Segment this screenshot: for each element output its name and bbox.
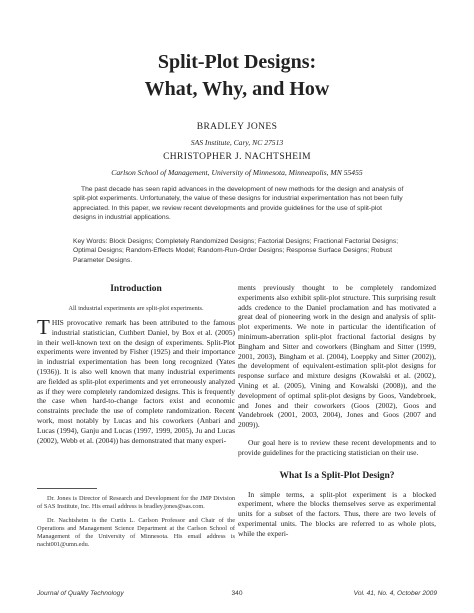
footnote-rule [37,488,97,489]
right-paragraph-1: ments previously thought to be completely randomized experiments also exhibit split-plot structure. This surprising result adds credence to the Daniel proclamation and has motivated a great deal of pioneering work in the design and analysis of split-plot experiments. We note in particular the identification of minimum-aberration split-plot fractional factorial designs by Bingham and Sitter and coworkers (Bingham and Sitter (1999, 2001, 2003), Bingham et al. (2004), Loeppky and Sitter (2002)), the development of equivalent-estimation split-plot designs for response surface and mixture designs (Kowalski et al. (2002), Vining et al. (2005), Vining and Kowalski (2008)), and the development of optimal split-plot designs by Goos, Vandebroek, and Jones and their coworkers (Goos (2002), Goos and Vandebroek (2001, 2003, 2004), Jones and Goos (2007 and 2009)). [238,283,436,430]
author-2-name: CHRISTOPHER J. NACHTSHEIM [163,152,311,162]
abstract: The past decade has seen rapid advances in the development of new methods for the design and analysis of split-plot experiments. Unfortunately, the value of these designs for industrial experimentation has not been fully appreciated. In this paper, we review recent developments and provide guidelines for the use of split-plot designs in industrial applications. [73,186,404,221]
section-heading-what-is: What Is a Split-Plot Design? [279,470,395,481]
author-1-affiliation: SAS Institute, Cary, NC 27513 [190,138,284,147]
footnote-jones: Dr. Jones is Director of Research and Development for the JMP Division of SAS Institute, Inc. His email address is bradley.jones@sas.com. [37,495,235,511]
footnotes [37,488,235,555]
title-line-1: Split-Plot Designs: [157,51,317,73]
footnote-nachtsheim: Dr. Nachtsheim is the Curtis L. Carlson Professor and Chair of the Operations and Management Science Department at the Carlson School of Management of the University of Minnesota. His email address is nacht001@umn.edu. [37,516,235,549]
drop-cap: T [37,315,50,339]
left-column [37,283,235,445]
keywords: Key Words: Block Designs; Completely Randomized Designs; Factorial Designs; Fractional Factorial Designs; Optimal Designs; Random-Effects Model; Random-Run-Order Designs; Response Surface Designs; Robust Parameter Designs. [73,238,399,264]
footer-journal: Journal of Quality Technology [37,590,124,597]
footer-page-number: 340 [231,590,243,597]
title-line-2: What, Why, and How [144,78,330,100]
right-paragraph-2: Our goal here is to review these recent developments and to provide guidelines for the practicing statistician on their use. [238,437,436,457]
intro-paragraph [37,315,235,445]
right-column [238,283,436,539]
section-heading-introduction: Introduction [110,284,162,294]
footer-volume: Vol. 41, No. 4, October 2009 [353,590,437,597]
intro-paragraph-text: HIS provocative remark has been attributed to the famous industrial statistician, Cuthbert Daniel, by Box et al. (2005) in their well-known text on the design of experiments. Split-Plot experiments were invented by Fisher (1925) and their importance in industrial experimentation has been long recognized (Yates (1936)). It is also well known that many industrial experiments are fielded as split-plot experiments and yet erroneously analyzed as if they were completely randomized designs. This is frequently the case when hard-to-change factors exist and economic constraints preclude the use of complete randomization. Recent work, most notably by Lucas and his coworkers (Anbari and Lucas (1994), Ganju and Lucas (1997, 1999, 2005), Ju and Lucas (2002), Webb et al. (2004)) has demonstrated that many experi- [37,318,235,445]
right-paragraph-3: In simple terms, a split-plot experiment is a blocked experiment, where the blocks themselves serve as experimental units for a subset of the factors. Thus, there are two levels of experimental units. The blocks are referred to as whole plots, while the experi- [238,489,436,538]
author-2-affiliation: Carlson School of Management, University of Minnesota, Minneapolis, MN 55455 [111,168,363,177]
author-1-name: BRADLEY JONES [196,122,278,132]
epigraph: All industrial experiments are split-plot experiments. [68,305,204,312]
page-footer [37,590,437,600]
